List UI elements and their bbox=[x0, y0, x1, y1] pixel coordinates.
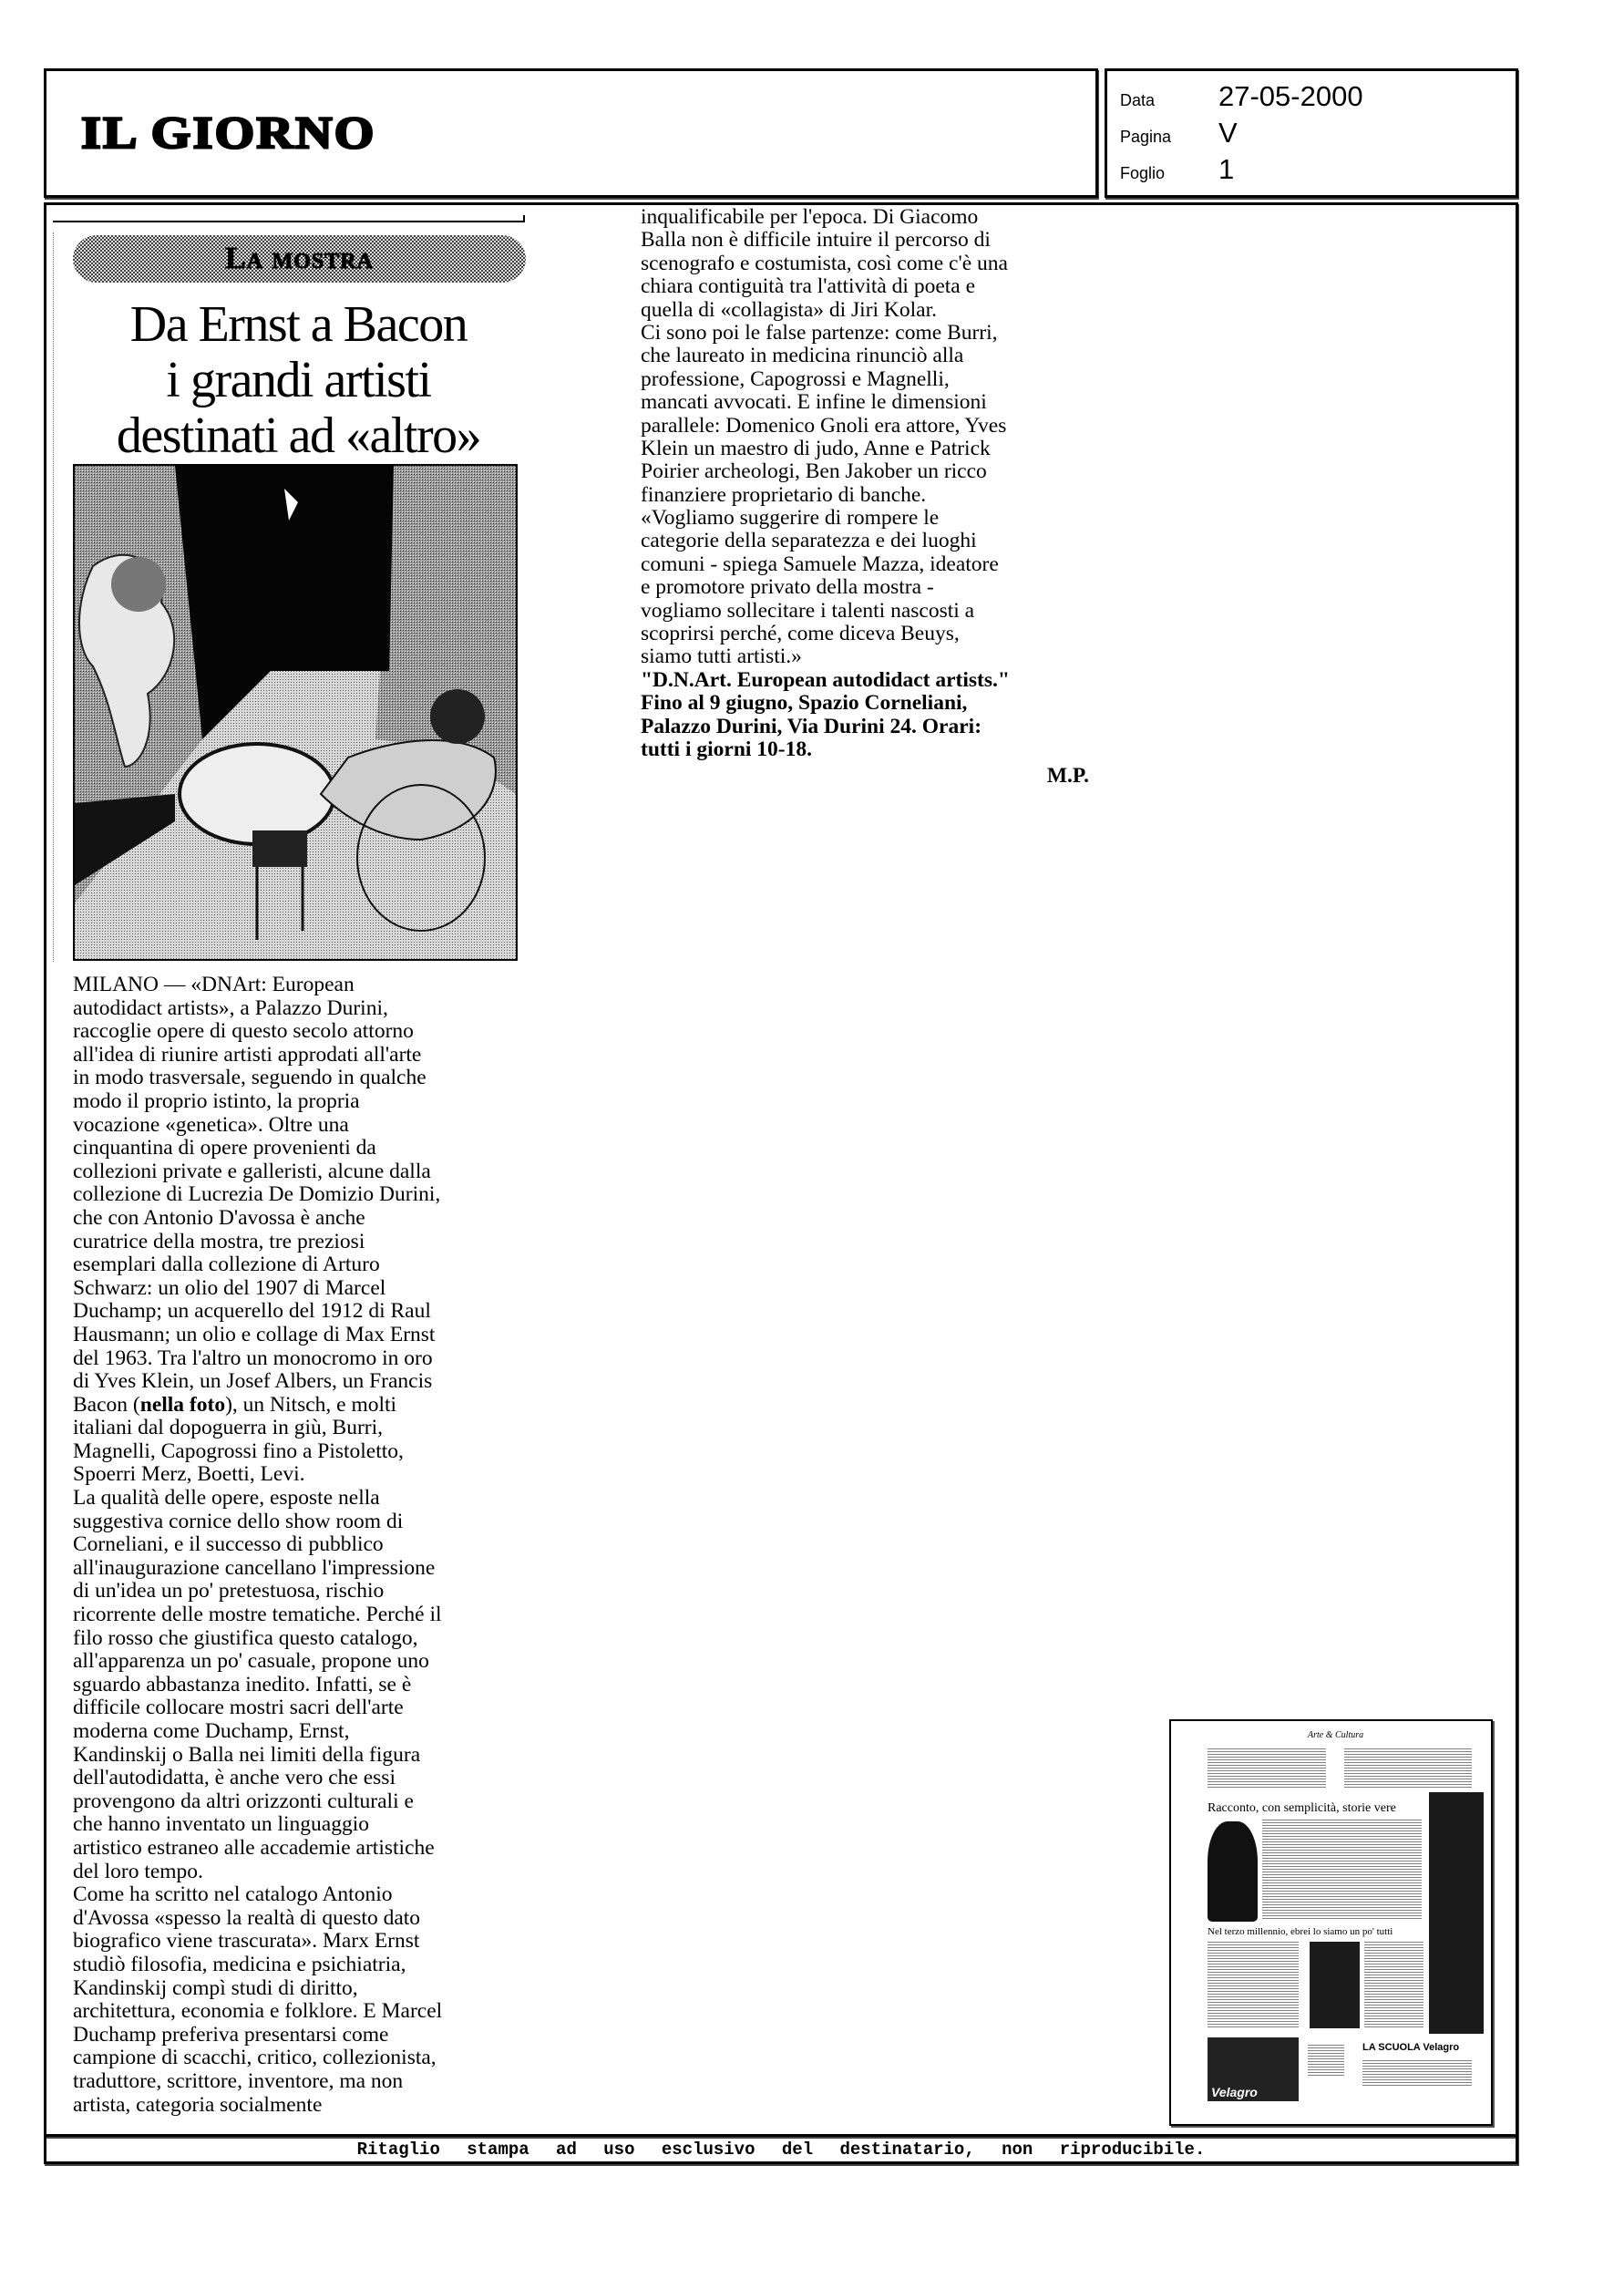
text-line: autodidact artists», a Palazzo Durini, bbox=[73, 995, 388, 1020]
top-rule bbox=[53, 221, 525, 222]
text-line: scoprirsi perché, come diceva Beuys, bbox=[641, 622, 960, 646]
text-line: parallele: Domenico Gnoli era attore, Yves bbox=[641, 413, 1007, 438]
date-value: 27-05-2000 bbox=[1218, 80, 1363, 112]
text-line: del 1963. Tra l'altro un monocromo in oro bbox=[73, 1346, 433, 1370]
text-line: categorie della separatezza e dei luoghi bbox=[641, 529, 977, 553]
text-line: suggestiva cornice dello show room di bbox=[73, 1509, 404, 1533]
signature-line bbox=[641, 761, 1096, 789]
text-line: chiara contiguità tra l'attività di poeta e bbox=[641, 274, 976, 299]
thumbnail-dark-photo bbox=[1429, 1792, 1484, 2034]
headline-line: Da Ernst a Bacon bbox=[129, 296, 468, 353]
text-line: sguardo abbastanza inedito. Infatti, se è bbox=[73, 1672, 412, 1696]
headline-line: i grandi artisti bbox=[166, 352, 431, 408]
sheet-label: Foglio bbox=[1120, 164, 1166, 182]
info-line: tutti i giorni 10-18. bbox=[641, 737, 812, 761]
text-line: artista, categoria socialmente bbox=[73, 2092, 323, 2117]
text-line: finanziere proprietario di banche. bbox=[641, 482, 927, 507]
text-line: ricorrente delle mostre tematiche. Perché il bbox=[73, 1603, 442, 1627]
text-line: siamo tutti artisti.» bbox=[641, 645, 802, 669]
date-label: Data bbox=[1120, 91, 1156, 109]
thumbnail-headline-2: Nel terzo millennio, ebrei lo siamo un po' tutti bbox=[1208, 1926, 1393, 1937]
text-line: traduttore, scrittore, inventore, ma non bbox=[73, 2068, 404, 2093]
page-label: Pagina bbox=[1120, 128, 1172, 146]
text-line: professione, Capogrossi e Magnelli, bbox=[641, 366, 950, 391]
section-kicker bbox=[73, 235, 526, 283]
page-value: V bbox=[1218, 117, 1238, 149]
text-line: di un'idea un po' pretestuosa, rischio bbox=[73, 1579, 385, 1604]
sheet-value: 1 bbox=[1218, 153, 1235, 185]
text-line: e promotore privato della mostra - bbox=[641, 575, 934, 600]
clipping-meta-box bbox=[1105, 68, 1518, 198]
text-line: esemplari dalla collezione di Arturo bbox=[73, 1253, 380, 1277]
text-line: Hausmann; un olio e collage di Max Ernst bbox=[73, 1322, 436, 1346]
text-line: La qualità delle opere, esposte nella bbox=[73, 1486, 380, 1511]
page-thumbnail bbox=[1169, 1719, 1493, 2126]
article-column-left bbox=[73, 974, 524, 2117]
text-line: difficile collocare mostri sacri dell'arte bbox=[73, 1696, 404, 1720]
text-line: che con Antonio D'avossa è anche bbox=[73, 1205, 365, 1230]
text-line: all'idea di riunire artisti approdati all'arte bbox=[73, 1042, 422, 1067]
thumbnail-headline-1: Racconto, con semplicità, storie vere bbox=[1208, 1801, 1396, 1815]
text-line: Magnelli, Capogrossi fino a Pistoletto, bbox=[73, 1439, 404, 1463]
text-line: cinquantina di opere provenienti da bbox=[73, 1136, 376, 1160]
text-line: Spoerri Merz, Boetti, Levi. bbox=[73, 1462, 305, 1487]
text-line: Poirier archeologi, Ben Jakober un ricco bbox=[641, 459, 987, 484]
thumbnail-section: Arte & Cultura bbox=[1308, 1730, 1364, 1740]
text-line: biografico viene trascurata». Marx Ernst bbox=[73, 1929, 420, 1954]
text-line: vocazione «genetica». Oltre una bbox=[73, 1112, 349, 1137]
text-line: MILANO — «DNArt: European bbox=[73, 973, 355, 996]
text-line: comuni - spiega Samuele Mazza, ideatore bbox=[641, 552, 999, 576]
text-line: raccoglie opere di questo secolo attorno bbox=[73, 1019, 414, 1044]
article-column-right bbox=[641, 205, 1096, 789]
date-row bbox=[1120, 80, 1363, 113]
text-line: provengono da altri orizzonti culturali e bbox=[73, 1789, 414, 1813]
photo-reference: nella foto bbox=[139, 1392, 226, 1417]
info-line: Fino al 9 giugno, Spazio Corneliani, bbox=[641, 691, 968, 716]
newspaper-logo: IL GIORNO bbox=[81, 107, 376, 158]
text-line: che laureato in medicina rinunciò alla bbox=[641, 344, 964, 368]
thumbnail-ad-logo: Velagro bbox=[1211, 2085, 1258, 2099]
text-line: Schwarz: un olio del 1907 di Marcel bbox=[73, 1275, 386, 1300]
footer-box bbox=[44, 2135, 1518, 2164]
text-line: modo il proprio istinto, la propria bbox=[73, 1088, 360, 1113]
info-line: Palazzo Durini, Via Durini 24. Orari: bbox=[641, 714, 982, 738]
text-fragment: Bacon ( bbox=[73, 1392, 140, 1417]
author-signature: M.P. bbox=[1046, 764, 1089, 789]
article-photo-bacon-painting bbox=[73, 464, 518, 961]
text-line bbox=[73, 1394, 524, 1418]
thumbnail-photo bbox=[1310, 1942, 1360, 2028]
text-line: Kandinskij compì studi di diritto, bbox=[73, 1975, 358, 2000]
column-dotted-rule bbox=[53, 232, 54, 962]
text-line: moderna come Duchamp, Ernst, bbox=[73, 1719, 350, 1743]
text-line: vogliamo sollecitare i talenti nascosti a bbox=[641, 598, 975, 623]
text-line: artistico estraneo alle accademie artistiche bbox=[73, 1835, 435, 1860]
text-line: Duchamp preferiva presentarsi come bbox=[73, 2022, 389, 2047]
text-line: Come ha scritto nel catalogo Antonio bbox=[73, 1882, 393, 1907]
text-line: Ci sono poi le false partenze: come Burri, bbox=[641, 320, 998, 345]
text-line: dell'autodidatta, è anche vero che essi bbox=[73, 1766, 396, 1790]
sheet-row bbox=[1120, 153, 1234, 186]
text-line: in modo trasversale, seguendo in qualche bbox=[73, 1066, 427, 1090]
text-line: quella di «collagista» di Jiri Kolar. bbox=[641, 297, 938, 322]
info-line: "D.N.Art. European autodidact artists." bbox=[641, 667, 1010, 692]
text-line: architettura, economia e folklore. E Marcel bbox=[73, 1999, 443, 2024]
text-line: di Yves Klein, un Josef Albers, un Francis bbox=[73, 1369, 433, 1394]
text-line: Klein un maestro di judo, Anne e Patrick bbox=[641, 436, 991, 460]
thumbnail-portrait bbox=[1208, 1821, 1258, 1922]
thumbnail-ad-image bbox=[1208, 2037, 1299, 2101]
text-line: Balla non è difficile intuire il percorso di bbox=[641, 228, 991, 253]
text-fragment: ), un Nitsch, e molti bbox=[225, 1392, 397, 1417]
text-line: Corneliani, e il successo di pubblico bbox=[73, 1532, 384, 1557]
thumbnail-ad-title: LA SCUOLA Velagro bbox=[1362, 2042, 1460, 2053]
text-line: campione di scacchi, critico, collezionista, bbox=[73, 2046, 437, 2070]
page-row bbox=[1120, 117, 1238, 150]
text-line: «Vogliamo suggerire di rompere le bbox=[641, 506, 940, 531]
text-line: collezione di Lucrezia De Domizio Durini, bbox=[73, 1182, 441, 1207]
text-line: scenografo e costumista, così come c'è una bbox=[641, 251, 1008, 275]
text-line: italiani dal dopoguerra in giù, Burri, bbox=[73, 1416, 384, 1440]
text-line: curatrice della mostra, tre preziosi bbox=[73, 1229, 365, 1253]
text-line: studiò filosofia, medicina e psichiatria, bbox=[73, 1952, 406, 1976]
headline bbox=[64, 297, 533, 464]
text-line: filo rosso che giustifica questo catalogo, bbox=[73, 1625, 418, 1650]
kicker-text: La mostra bbox=[225, 242, 374, 275]
text-line: all'apparenza un po' casuale, propone uno bbox=[73, 1649, 429, 1674]
text-line: mancati avvocati. E infine le dimensioni bbox=[641, 390, 987, 415]
text-line: d'Avossa «spesso la realtà di questo dato bbox=[73, 1905, 421, 1930]
masthead-box bbox=[44, 68, 1098, 198]
text-line: all'inaugurazione cancellano l'impressione bbox=[73, 1555, 436, 1580]
text-line: che hanno inventato un linguaggio bbox=[73, 1812, 370, 1837]
text-line: Duchamp; un acquerello del 1912 di Raul bbox=[73, 1299, 431, 1324]
text-line: collezioni private e galleristi, alcune dalla bbox=[73, 1159, 431, 1183]
footer-notice: Ritaglio stampa ad uso esclusivo del destinatario, non riproducibile. bbox=[356, 2140, 1206, 2160]
headline-line: destinati ad «altro» bbox=[116, 407, 481, 464]
text-line: Kandinskij o Balla nei limiti della figura bbox=[73, 1742, 421, 1767]
text-line: inqualificabile per l'epoca. Di Giacomo bbox=[641, 205, 979, 229]
text-line: del loro tempo. bbox=[73, 1859, 203, 1883]
painting-illustration bbox=[75, 466, 516, 959]
